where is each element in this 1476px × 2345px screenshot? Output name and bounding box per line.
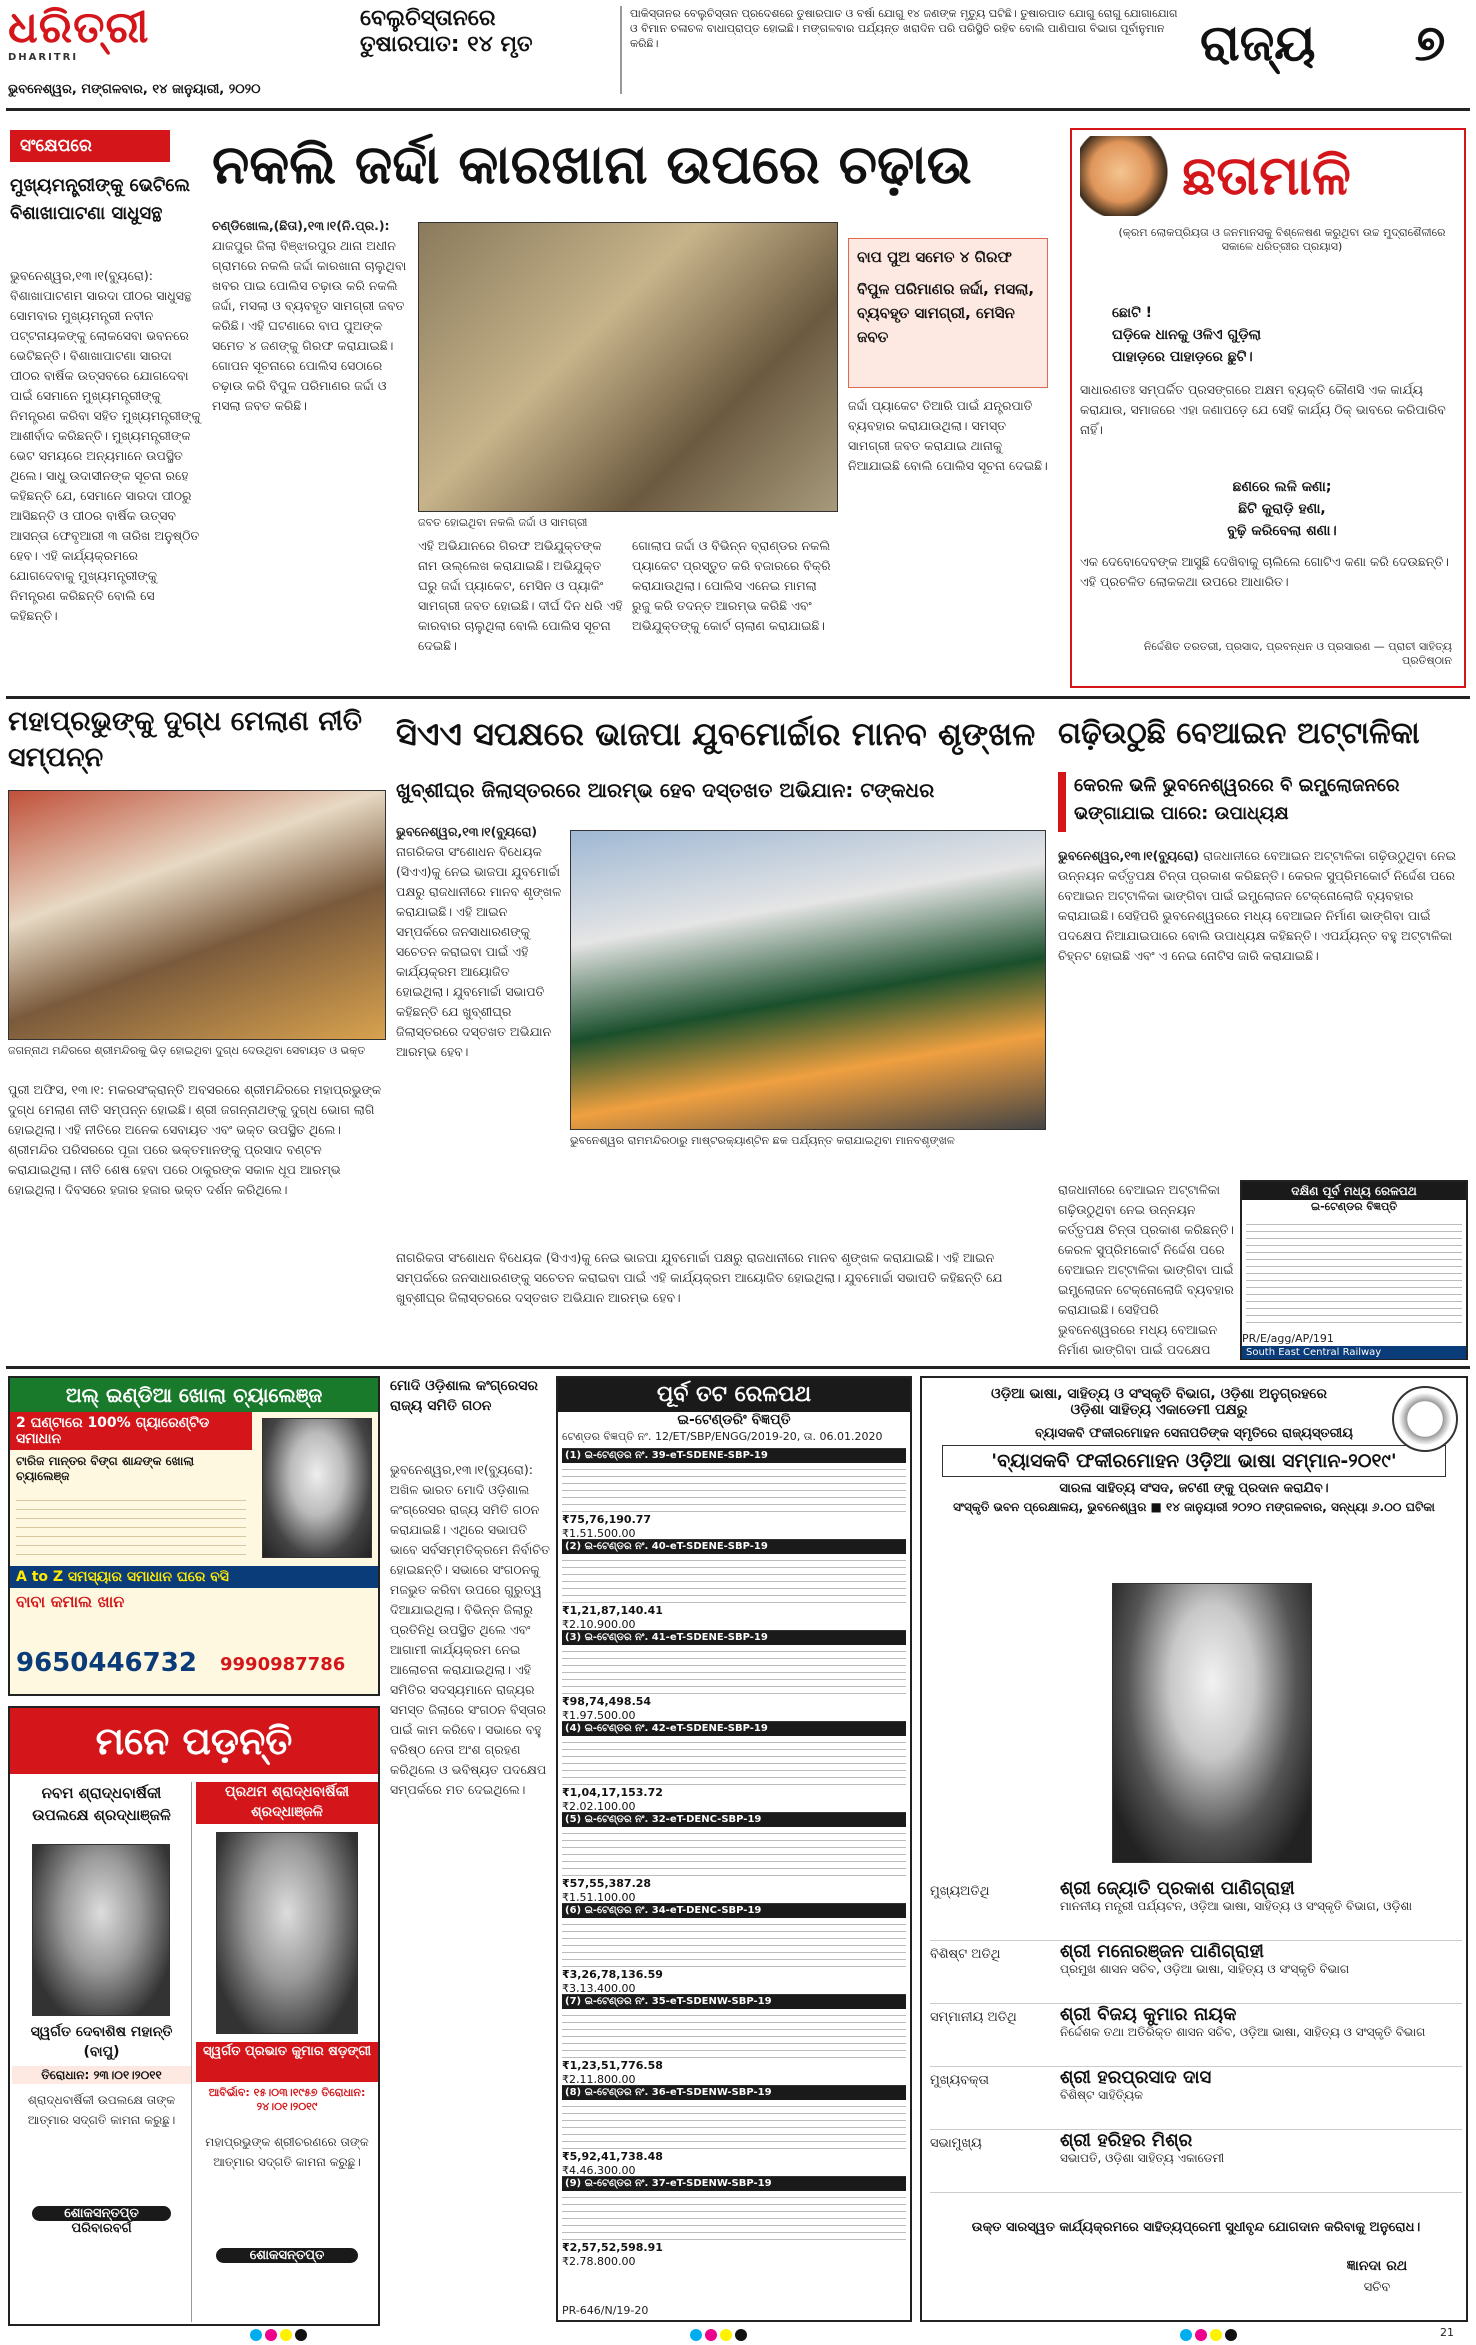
rail-item-emd: ₹2,78,800.00 (562, 2255, 636, 2265)
rail-item-head: (2) ଇ-ଟେଣ୍ଡର ନଂ. 40-eT-SDENE-SBP-19 (562, 1540, 906, 1554)
lead-bullet-2: ବିପୁଳ ପରିମାଣର ଜର୍ଦ୍ଦା, ମସଲା, ବ୍ୟବହୃତ ସାମଗ୍ରୀ, ମେସିନ ଜବତ (857, 280, 1035, 346)
rail-item-text-lines (562, 1736, 906, 1786)
memorial-left-mourner: ପରିବାରବର୍ଗ (71, 2221, 132, 2236)
guest-name: ଶ୍ରୀ ବିଜୟ କୁମାର ନାୟକ (1060, 2004, 1237, 2025)
briefs-body: ଭୁବନେଶ୍ୱର,୧୩।୧(ବ୍ୟୁରୋ): ବିଶାଖାପାଟଣମ ସାରଦା ପୀଠର ସାଧୁସନ୍ଥ ସୋମବାର ମୁଖ୍ୟମନ୍ତ୍ରୀ ନବୀନ ପଟ୍ଟନାୟକଙ୍କୁ ଲୋକସେବା ଭବନରେ ଭେଟିଛନ୍ତି। ବିଶାଖାପାଟଣା ସାରଦା ପୀଠର ବାର୍ଷିକ ଉତ୍ସବରେ ଯୋଗଦେବା ପାଇଁ ସେମାନେ ମୁଖ୍ୟମନ୍ତ୍ରୀଙ୍କୁ ନିମନ୍ତ୍ରଣ କରିବା ସହିତ ମୁଖ୍ୟମନ୍ତ୍ରୀଙ୍କୁ ଆଶୀର୍ବାଦ କରିଛନ୍ତି। ମୁଖ୍ୟମନ୍ତ୍ରୀଙ୍କ ଭେଟ ସମୟରେ ଅନ୍ୟମାନେ ଉପସ୍ଥିତ ଥିଲେ। ସାଧୁ ଉଦାସୀନଙ୍କ ସୂଚନା ରହେ କହିଛନ୍ତି ଯେ, ସେମାନେ ସାରଦା ପୀଠରୁ ଆସିଛନ୍ତି ଓ ପୀଠର ବାର୍ଷିକ ଉତ୍ସବ ଆସନ୍ତା ଫେବୃଆରୀ ୩ ତାରିଖ ଅନୁଷ୍ଠିତ ହେବ। ଏହି କାର୍ଯ୍ୟକ୍ରମରେ ଯୋଗଦେବାକୁ ମୁଖ୍ୟମନ୍ତ୍ରୀଙ୍କୁ ନିମନ୍ତ୍ରଣ କରିଛନ୍ତି ବୋଲି ସେ କହିଛନ୍ତି। (10, 268, 201, 623)
rail-item-cost: ₹3,26,78,136.59 (562, 1968, 663, 1981)
rail-item-emd: ₹3,13,400.00 (562, 1982, 636, 1992)
rail-item-text-lines (562, 2009, 906, 2059)
rail-footer: PR-646/N/19-20 (562, 2304, 649, 2317)
story4-text: ରାଜଧାନୀରେ ବେଆଇନ ଅଟ୍ଟାଳିକା ଗଢ଼ିଉଠୁଥିବା ନେଇ ଉନ୍ନୟନ କର୍ତ୍ତୃପକ୍ଷ ଚିନ୍ତା ପ୍ରକାଶ କରିଛନ୍ତି। କେରଳ ସୁପ୍ରିମକୋର୍ଟ ନିର୍ଦ୍ଦେଶ ପରେ ବେଆଇନ ଅଟ୍ଟାଳିକା ଭାଙ୍ଗିବା ପାଇଁ ଇମ୍ପ୍ଲୋଜନ ଟେକ୍ନୋଲୋଜି ବ୍ୟବହାର କରାଯାଇଛି। ସେହିପରି ଭୁବନେଶ୍ୱରରେ ମଧ୍ୟ ବେଆଇନ ନିର୍ମାଣ ଭାଙ୍ଗିବା ପାଇଁ ପଦକ୍ଷେପ ନିଆଯାଇପାରେ ବୋଲି ଉପାଧ୍ୟକ୍ଷ କହିଛନ୍ତି। ଏପର୍ଯ୍ୟନ୍ତ ବହୁ ଅଟ୍ଟାଳିକା ଚିହ୍ନଟ ହୋଇଛି ଏବଂ ଏ ନେଇ ନୋଟିସ ଜାରି କରାଯାଇଛି। (1058, 848, 1457, 963)
memorial-left (12, 1782, 192, 2322)
section-divider-2 (6, 1366, 1470, 1369)
culture-ad (920, 1376, 1468, 2322)
guest-details (1060, 2130, 1462, 2192)
guest-row (930, 1941, 1462, 2004)
rail-tender-item (562, 1448, 906, 1537)
guest-name: ଶ୍ରୀ ଜ୍ୟୋତି ପ୍ରକାଶ ପାଣିଗ୍ରାହୀ (1060, 1878, 1295, 1899)
story3-dateline: ଭୁବନେଶ୍ୱର,୧୩।୧(ବ୍ୟୁରୋ) (396, 824, 538, 839)
teaser-line-1: ବେଲୁଚିସ୍ତାନରେ (360, 6, 496, 31)
astro-line-2: ଟାରିଜ ମାନ୍ତର ବିଙ୍ଗ ଶାନ୍ଦଙ୍କ ଖୋଲା ଚ୍ୟାଲେଞ୍ଜ (16, 1454, 195, 1483)
memorial-left-date: ତିରୋଧାନ: ୨୩।୦୧।୨୦୧୧ (12, 2066, 191, 2084)
story2-body: ପୁରୀ ଅଫିସ, ୧୩।୧: ମକରସଂକ୍ରାନ୍ତି ଅବସରରେ ଶ୍ରୀମନ୍ଦିରରେ ମହାପ୍ରଭୁଙ୍କ ଦୁଗ୍ଧ ମେଲାଣ ନୀତି ସମ୍ପନ୍ନ ହୋଇଛି। ଶ୍ରୀ ଜଗନ୍ନାଥଙ୍କୁ ଦୁଗ୍ଧ ଭୋଗ ଲାଗି ହୋଇଥିଲା। ଏହି ନୀତିରେ ଅନେକ ସେବାୟତ ଏବଂ ଭକ୍ତ ଉପସ୍ଥିତ ଥିଲେ। ଶ୍ରୀମନ୍ଦିର ପରିସରରେ ପୂଜା ପରେ ଭକ୍ତମାନଙ୍କୁ ପ୍ରସାଦ ବଣ୍ଟନ କରାଯାଇଥିଲା। ନୀତି ଶେଷ ହେବା ପରେ ଠାକୁରଙ୍କ ସକାଳ ଧୂପ ଆରମ୍ଭ ହୋଇଥିଲା। ଦିବସରେ ହଜାର ହଜାର ଭକ୍ତ ଦର୍ଶନ କରିଥିଲେ। (8, 1082, 382, 1197)
culture-intro: ବ୍ୟାସକବି ଫକୀରମୋହନ ସେନାପତିଙ୍କ ସ୍ମୃତିରେ ରାଜ୍ୟସ୍ତରୀୟ (1035, 1426, 1353, 1441)
rail-item-emd: ₹2,11,800.00 (562, 2073, 636, 2083)
rail-item-cost: ₹2,57,52,598.91 (562, 2241, 663, 2254)
lead-col3: ଗୋଲାପ ଜର୍ଦ୍ଦା ଓ ବିଭିନ୍ନ ବ୍ରାଣ୍ଡର ନକଲି ପ୍ୟାକେଟ ପ୍ରସ୍ତୁତ କରି ବଜାରରେ ବିକ୍ରି କରାଯାଉଥିଲା। ପୋଲିସ ଏନେଇ ମାମଲା ରୁଜୁ କରି ତଦନ୍ତ ଆରମ୍ଭ କରିଛି ଏବଂ ଅଭିଯୁକ୍ତଙ୍କୁ କୋର୍ଟ ଚାଲାଣ କରାଯାଇଛି। (632, 538, 831, 633)
guest-row (930, 2067, 1462, 2130)
rail-item-head: (1) ଇ-ଟେଣ୍ଡର ନଂ. 39-eT-SDENE-SBP-19 (562, 1449, 906, 1463)
rail-item-text-lines (562, 2100, 906, 2150)
emblem-icon (1392, 1386, 1458, 1452)
guest-details (1060, 1941, 1462, 2003)
rail-item-head: (5) ଇ-ଟେଣ୍ଡର ନଂ. 32-eT-DENC-SBP-19 (562, 1813, 906, 1827)
rail-small-text-lines (1246, 1218, 1462, 1328)
memorial-left-head: ନବମ ଶ୍ରାଦ୍ଧବାର୍ଷିକୀ ଉପଲକ୍ଷେ ଶ୍ରଦ୍ଧାଞ୍ଜଳି (32, 1784, 171, 1824)
astro-portrait (262, 1418, 372, 1558)
rail-tender-item (562, 1539, 906, 1628)
rail-ref: ଟେଣ୍ଡର ବିଜ୍ଞପ୍ତି ନଂ. 12/ET/SBP/ENGG/2019-20, ତା. 06.01.2020 (562, 1430, 883, 1443)
rail-tender-item (562, 1630, 906, 1719)
rail-title: ପୂର୍ବ ତଟ ରେଳପଥ (558, 1378, 910, 1412)
memorial-left-mourner-label: ଶୋକସନ୍ତପ୍ତ (32, 2206, 171, 2221)
guest-desc: ବିଶିଷ୍ଟ ସାହିତ୍ୟିକ (1060, 2088, 1143, 2102)
lead-highlights (848, 238, 1048, 388)
guest-desc: ସଭାପତି, ଓଡ଼ିଶା ସାହିତ୍ୟ ଏକାଡେମୀ (1060, 2151, 1225, 2165)
rail-small-sub: ଇ-ଟେଣ୍ଡର ବିଜ୍ଞପ୍ତି (1310, 1200, 1398, 1213)
guest-details (1060, 1878, 1462, 1940)
culture-sign-title: ସଚିବ (1363, 2280, 1391, 2295)
print-footer (0, 2326, 1476, 2339)
memorial-right-head: ପ୍ରଥମ ଶ୍ରାଦ୍ଧବାର୍ଷିକୀ ଶ୍ରଦ୍ଧାଞ୍ଜଳି (196, 1782, 378, 1824)
rail-item-cost: ₹75,76,190.77 (562, 1513, 652, 1526)
rail-tender-item (562, 2176, 906, 2265)
story3-headline: ସିଏଏ ସପକ୍ଷରେ ଭାଜପା ଯୁବମୋର୍ଚ୍ଚାର ମାନବ ଶୃଙ୍ଖଳ (396, 715, 1036, 753)
briefs-headline: ମୁଖ୍ୟମନ୍ତ୍ରୀଙ୍କୁ ଭେଟିଲେ ବିଶାଖାପାଟଣା ସାଧୁସନ୍ଥ (10, 175, 191, 224)
section-name: ରାଜ୍ୟ (1200, 14, 1316, 72)
color-registration-marks-3 (1180, 2326, 1240, 2345)
print-page-number: 21 (1440, 2326, 1454, 2339)
lead-col1-text: ଯାଜପୁର ଜିଲା ବିଞ୍ଝାରପୁର ଥାନା ଅଧୀନ ଗ୍ରାମରେ ନକଲି ଜର୍ଦ୍ଦା କାରଖାନା ଚାଲୁଥିବା ଖବର ପାଇ ପୋଲିସ ଚଢ଼ାଉ କରି ନକଲି ଜର୍ଦ୍ଦା, ମସଲା ଓ ବ୍ୟବହୃତ ସାମଗ୍ରୀ ଜବତ କରିଛି। ଏହି ଘଟଣାରେ ବାପ ପୁଅଙ୍କ ସମେତ ୪ ଜଣଙ୍କୁ ଗିରଫ କରାଯାଇଛି। ଗୋପନ ସୂଚନାରେ ପୋଲିସ ସେଠାରେ ଚଢ଼ାଉ କରି ବିପୁଳ ପରିମାଣର ଜର୍ଦ୍ଦା ଓ ମସଲା ଜବତ କରିଛି। (212, 238, 407, 413)
guest-row (930, 2004, 1462, 2067)
astro-line-1: 2 ଘଣ୍ଟାରେ 100% ଗ୍ୟାରେଣ୍ଟିଡ ସମାଧାନ (10, 1412, 252, 1450)
verse-line-4: ଛଣରେ ଲଳି କଣା; (1232, 479, 1332, 495)
chhatamali-credit: ନିର୍ଦ୍ଦେଶିତ ତରତରୀ, ପ୍ରସାଦ, ପ୍ରବନ୍ଧନ ଓ ପ୍ରସାରଣ — ପ୍ରାଚୀ ସାହିତ୍ୟ ପ୍ରତିଷ୍ଠାନ (1143, 640, 1452, 667)
rail-item-head: (9) ଇ-ଟେଣ୍ଡର ନଂ. 37-eT-SDENW-SBP-19 (562, 2177, 906, 2191)
story3-col1 (396, 822, 562, 1242)
memorial-right-name: ସ୍ୱର୍ଗତ ପ୍ରଭାତ କୁମାର ଷଡ଼ଙ୍ଗୀ (196, 2042, 378, 2082)
chhatamali-verse (1112, 302, 1452, 374)
guest-role: ସଭାମୁଖ୍ୟ (930, 2136, 982, 2151)
color-registration-marks (250, 2326, 310, 2345)
guest-row (930, 1878, 1462, 1941)
lead-dateline: ଚଣ୍ଡିଖୋଲ,(ଛିତା),୧୩।୧(ନି.ପ୍ର.): (212, 218, 390, 233)
rail-item-head: (4) ଇ-ଟେଣ୍ଡର ନଂ. 42-eT-SDENE-SBP-19 (562, 1722, 906, 1736)
rail-item-text-lines (562, 2191, 906, 2241)
story3-photo (570, 830, 1046, 1130)
story2-headline: ମହାପ୍ରଭୁଙ୍କୁ ଦୁଗ୍ଧ ମେଲାଣ ନୀତି ସମ୍ପନ୍ନ (8, 706, 362, 773)
memorial-title: ମନେ ପଡ଼ନ୍ତି (10, 1708, 378, 1774)
story2-caption: ଜଗନ୍ନାଥ ମନ୍ଦିରରେ ଶ୍ରୀମନ୍ଦିରକୁ ଭିଡ଼ ହୋଇଥିବା ଦୁଗ୍ଧ ଦେଉଥିବା ସେବାୟତ ଓ ଭକ୍ତ (8, 1044, 366, 1057)
dateline: ଭୁବନେଶ୍ୱର, ମଙ୍ଗଳବାର, ୧୪ ଜାନୁୟାରୀ, ୨୦୨୦ (8, 82, 261, 97)
culture-org: ଓଡ଼ିଆ ଭାଷା, ସାହିତ୍ୟ ଓ ସଂସ୍କୃତି ବିଭାଗ, ଓଡ଼ିଶା ଅନୁଗ୍ରହରେ (991, 1386, 1327, 1402)
rail-item-emd: ₹1,97,500.00 (562, 1709, 636, 1719)
chhatamali-body: ସାଧାରଣତଃ ସମ୍ପର୍କିତ ପ୍ରସଙ୍ଗରେ ଅକ୍ଷମ ବ୍ୟକ୍ତି କୌଣସି ଏକ କାର୍ଯ୍ୟ କରାଯାଉ, ସମାଜରେ ଏହା ଜଣାପଡ଼େ ଯେ ସେହି କାର୍ଯ୍ୟ ଠିକ୍ ଭାବରେ କରିପାରିବ ନାହିଁ। (1080, 382, 1446, 437)
masthead-divider (6, 108, 1470, 111)
culture-venue: ସଂସ୍କୃତି ଭବନ ପ୍ରେକ୍ଷାଳୟ, ଭୁବନେଶ୍ୱର ■ ୧୪ ଜାନୁୟାରୀ ୨୦୨୦ ମଙ୍ଗଳବାର, ସନ୍ଧ୍ୟା ୬.୦୦ ଘଟିକା (953, 1500, 1435, 1514)
rail-item-emd: ₹2,10,900.00 (562, 1618, 636, 1628)
story3-continued: ନାଗରିକତା ସଂଶୋଧନ ବିଧେୟକ (ସିଏଏ)କୁ ନେଇ ଭାଜପା ଯୁବମୋର୍ଚ୍ଚା ପକ୍ଷରୁ ରାଜଧାନୀରେ ମାନବ ଶୃଙ୍ଖଳ କରାଯାଇଛି। ଏହି ଆଇନ ସମ୍ପର୍କରେ ଜନସାଧାରଣଙ୍କୁ ସଚେତନ କରାଇବା ପାଇଁ ଏହି କାର୍ଯ୍ୟକ୍ରମ ଆୟୋଜିତ ହୋଇଥିଲା। ଯୁବମୋର୍ଚ୍ଚା ସଭାପତି କହିଛନ୍ତି ଯେ ଖୁବ୍‌ଶୀଘ୍ର ଜିଲାସ୍ତରରେ ଦସ୍ତଖତ ଅଭିଯାନ ଆରମ୍ଭ ହେବ। (396, 1250, 1003, 1305)
culture-closing: ଉକ୍ତ ସାରସ୍ୱତ କାର୍ଯ୍ୟକ୍ରମରେ ସାହିତ୍ୟପ୍ରେମୀ ସୁଧୀବୃନ୍ଦ ଯୋଗଦାନ କରିବାକୁ ଅନୁରୋଧ। (971, 2220, 1421, 2235)
teaser-line-2: ତୁଷାରପାତ: ୧୪ ମୃତ (360, 32, 533, 57)
verse-line-5: ଛିଟି କୁରାଡ଼ି ହଣା, (1238, 501, 1326, 517)
fakirmohan-portrait (1112, 1583, 1312, 1863)
rail-item-cost: ₹1,21,87,140.41 (562, 1604, 663, 1617)
story4-dateline: ଭୁବନେଶ୍ୱର,୧୩।୧(ବ୍ୟୁରୋ) (1058, 848, 1200, 863)
culture-sign-name: ଜ୍ଞାନଦା ରଥ (1346, 2258, 1408, 2274)
story4-body (1058, 846, 1468, 1176)
memorial-left-photo (32, 1844, 170, 2016)
rail-tender-item (562, 1994, 906, 2083)
story4-subhead: କେରଳ ଭଳି ଭୁବନେଶ୍ୱରରେ ବି ଇମ୍ପ୍ଲୋଜନରେ ଭଙ୍ଗାଯାଇ ପାରେ: ଉପାଧ୍ୟକ୍ଷ (1058, 772, 1468, 832)
story5-body: ଭୁବନେଶ୍ୱର,୧୩।୧(ବ୍ୟୁରୋ): ଅଖିଳ ଭାରତ ମୋଦି ଓଡ଼ିଶାଲ କଂଗ୍ରେସର ରାଜ୍ୟ ସମିତି ଗଠନ କରାଯାଇଛି। ଏଥିରେ ସଭାପତି ଭାବେ ସର୍ବସମ୍ମତିକ୍ରମେ ନିର୍ବାଚିତ ହୋଇଛନ୍ତି। ସଭାରେ ସଂଗଠନକୁ ମଜଭୁତ କରିବା ଉପରେ ଗୁରୁତ୍ୱ ଦିଆଯାଇଥିଲା। ବିଭିନ୍ନ ଜିଲାରୁ ପ୍ରତିନିଧି ଉପସ୍ଥିତ ଥିଲେ ଏବଂ ଆଗାମୀ କାର୍ଯ୍ୟକ୍ରମ ନେଇ ଆଲୋଚନା କରାଯାଇଥିଲା। ଏହି ସମିତିର ସଦସ୍ୟମାନେ ରାଜ୍ୟର ସମସ୍ତ ଜିଲାରେ ସଂଗଠନ ବିସ୍ତାର ପାଇଁ କାମ କରିବେ। ସଭାରେ ବହୁ ବରିଷ୍ଠ ନେତା ଅଂଶ ଗ୍ରହଣ କରିଥିଲେ ଓ ଭବିଷ୍ୟତ ପଦକ୍ଷେପ ସମ୍ପର୍କରେ ମତ ଦେଇଥିଲେ। (390, 1462, 550, 1797)
guest-desc: ମାନନୀୟ ମନ୍ତ୍ରୀ ପର୍ଯ୍ୟଟନ, ଓଡ଼ିଆ ଭାଷା, ସାହିତ୍ୟ ଓ ସଂସ୍କୃତି ବିଭାଗ, ଓଡ଼ିଶା (1060, 1899, 1413, 1913)
top-strip-text: ପାକିସ୍ତାନର ବେଲୁଚିସ୍ତାନ ପ୍ରଦେଶରେ ତୁଷାରପାତ ଓ ବର୍ଷା ଯୋଗୁ ୧୪ ଜଣଙ୍କ ମୃତ୍ୟୁ ଘଟିଛି। ତୁଷାରପାତ ଯୋଗୁ ରୋଗୁ ଯୋଗାଯୋଗ ଓ ବିମାନ ଚଳାଚଳ ବାଧାପ୍ରାପ୍ତ ହୋଇଛି। ମଙ୍ଗଳବାର ପର୍ଯ୍ୟନ୍ତ ଖରାଦିନ ପରି ପରିସ୍ଥିତି ରହିବ ବୋଲି ପାଣିପାଗ ବିଭାଗ ପୂର୍ବାନୁମାନ କରିଛି। (620, 6, 1180, 94)
guest-name: ଶ୍ରୀ ହରିହର ମିଶ୍ର (1060, 2130, 1193, 2151)
story4-continued: ରାଜଧାନୀରେ ବେଆଇନ ଅଟ୍ଟାଳିକା ଗଢ଼ିଉଠୁଥିବା ନେଇ ଉନ୍ନୟନ କର୍ତ୍ତୃପକ୍ଷ ଚିନ୍ତା ପ୍ରକାଶ କରିଛନ୍ତି। କେରଳ ସୁପ୍ରିମକୋର୍ଟ ନିର୍ଦ୍ଦେଶ ପରେ ବେଆଇନ ଅଟ୍ଟାଳିକା ଭାଙ୍ଗିବା ପାଇଁ ଇମ୍ପ୍ଲୋଜନ ଟେକ୍ନୋଲୋଜି ବ୍ୟବହାର କରାଯାଇଛି। ସେହିପରି ଭୁବନେଶ୍ୱରରେ ମଧ୍ୟ ବେଆଇନ ନିର୍ମାଣ ଭାଙ୍ଗିବା ପାଇଁ ପଦକ୍ଷେପ (1058, 1182, 1234, 1357)
rail-tender-item (562, 1721, 906, 1810)
memorial-right-mourner-label: ଶୋକସନ୍ତପ୍ତ (216, 2248, 358, 2263)
rail-item-emd: ₹4,46,300.00 (562, 2164, 636, 2174)
chhatamali-verse-2 (1112, 476, 1452, 546)
guest-desc: ପ୍ରମୁଖ ଶାସନ ସଚିବ, ଓଡ଼ିଆ ଭାଷା, ସାହିତ୍ୟ ଓ ସଂସ୍କୃତି ବିଭାଗ (1060, 1962, 1350, 1976)
top-teaser (360, 6, 610, 76)
chhatamali-body-2: ଏକ ଦେବୋଦେବଙ୍କ ଆସୁଛି ଦେଖିବାକୁ ଚାଲିଲେ ଗୋଟିଏ କଣା କରି ଦେଉଛନ୍ତି। ଏହି ପ୍ରଚଳିତ ଲୋକକଥା ଉପରେ ଆଧାରିତ। (1080, 554, 1450, 589)
verse-line-2: ଘଡ଼ିକେ ଧାନକୁ ଓଳିଏ ଗୁଡ଼ିଲା (1112, 327, 1262, 343)
color-registration-marks-2 (690, 2326, 750, 2345)
story3-subhead: ଖୁବ୍‌ଶୀଘ୍ର ଜିଲାସ୍ତରରେ ଆରମ୍ଭ ହେବ ଦସ୍ତଖତ ଅଭିଯାନ: ଟଙ୍କଧର (396, 778, 935, 802)
verse-line-3: ପାହାଡ଼ରେ ପାହାଡ଼ରେ ଛୁଟି। (1112, 349, 1253, 365)
rail-tender (556, 1376, 912, 2322)
rail-item-text-lines (562, 1827, 906, 1877)
memorial-right-dates: ଆବିର୍ଭାବ: ୧୫।୦୩।୧୯୫୭ ତିରୋଧାନ: ୨୪।୦୧।୨୦୧୯ (208, 2086, 366, 2113)
astro-line-3: A to Z ସମସ୍ୟାର ସମାଧାନ ଘରେ ବସି (10, 1566, 378, 1588)
rail-small-title: ଦକ୍ଷିଣ ପୂର୍ବ ମଧ୍ୟ ରେଳପଥ (1242, 1182, 1466, 1200)
rail-item-text-lines (562, 1463, 906, 1513)
guest-role: ମୁଖ୍ୟବକ୍ତା (930, 2073, 989, 2088)
guest-role: ସମ୍ମାନୀୟ ଅତିଥି (930, 2010, 1017, 2025)
verse-line-1: ଛୋଟି ! (1112, 305, 1153, 321)
rail-item-emd: ₹1,51,100.00 (562, 1891, 636, 1901)
guest-name: ଶ୍ରୀ ମନୋରଞ୍ଜନ ପାଣିଗ୍ରାହୀ (1060, 1941, 1264, 1962)
rail-tender-item (562, 1903, 906, 1992)
story4-headline: ଗଢ଼ିଉଠୁଛି ବେଆଇନ ଅଟ୍ଟାଳିକା (1058, 716, 1420, 751)
rail-small-footer: South East Central Railway (1242, 1346, 1466, 1359)
rail-item-text-lines (562, 1645, 906, 1695)
rail-item-cost: ₹5,92,41,738.48 (562, 2150, 663, 2163)
story3-body: ନାଗରିକତା ସଂଶୋଧନ ବିଧେୟକ (ସିଏଏ)କୁ ନେଇ ଭାଜପା ଯୁବମୋର୍ଚ୍ଚା ପକ୍ଷରୁ ରାଜଧାନୀରେ ମାନବ ଶୃଙ୍ଖଳ କରାଯାଇଛି। ଏହି ଆଇନ ସମ୍ପର୍କରେ ଜନସାଧାରଣଙ୍କୁ ସଚେତନ କରାଇବା ପାଇଁ ଏହି କାର୍ଯ୍ୟକ୍ରମ ଆୟୋଜିତ ହୋଇଥିଲା। ଯୁବମୋର୍ଚ୍ଚା ସଭାପତି କହିଛନ୍ତି ଯେ ଖୁବ୍‌ଶୀଘ୍ର ଜିଲାସ୍ତରରେ ଦସ୍ତଖତ ଅଭିଯାନ ଆରମ୍ଭ ହେବ। (396, 844, 562, 1059)
lead-headline: ନକଲି ଜର୍ଦ୍ଦା କାରଖାନା ଉପରେ ଚଢ଼ାଉ (212, 133, 972, 196)
guest-details (1060, 2067, 1462, 2129)
cartoon-icon (1080, 136, 1170, 216)
lead-col1 (212, 216, 412, 686)
logo-text: ଧରିତ୍ରୀ (8, 2, 150, 53)
rail-item-emd: ₹1,51,500.00 (562, 1527, 636, 1537)
lead-caption: ଜବତ ହୋଇଥିବା ନକଲି ଜର୍ଦ୍ଦା ଓ ସାମଗ୍ରୀ (418, 516, 588, 529)
lead-photo (418, 222, 838, 512)
masthead-logo (8, 4, 168, 64)
memorial-right (196, 1782, 378, 2322)
rail-item-head: (3) ଇ-ଟେଣ୍ଡର ନଂ. 41-eT-SDENE-SBP-19 (562, 1631, 906, 1645)
rail-item-head: (7) ଇ-ଟେଣ୍ଡର ନଂ. 35-eT-SDENW-SBP-19 (562, 1995, 906, 2009)
rail-sub: ଇ-ଟେଣ୍ଡରିଂ ବିଜ୍ଞପ୍ତି (677, 1412, 791, 1428)
story2-photo (8, 790, 386, 1040)
memorial-left-text: ଶ୍ରାଦ୍ଧବାର୍ଷିକୀ ଉପଲକ୍ଷେ ତାଙ୍କ ଆତ୍ମାର ସଦ୍‌ଗତି କାମନା କରୁଛୁ। (27, 2093, 176, 2127)
guest-row (930, 2130, 1462, 2193)
guest-role: ମୁଖ୍ୟଅତିଥି (930, 1884, 990, 1899)
chhatamali-box (1070, 128, 1466, 688)
rail-items (558, 1448, 910, 2265)
page-number: ୭ (1414, 14, 1446, 72)
astro-phone-2: 9990987786 (220, 1654, 346, 1675)
memorial-left-name: ସ୍ୱର୍ଗତ ଦେବାଶିଷ ମହାନ୍ତି (ବାପୁ) (30, 2024, 173, 2060)
story5-headline: ମୋଦି ଓଡ଼ିଶାଲ କଂଗ୍ରେସର ରାଜ୍ୟ ସମିତି ଗଠନ (390, 1378, 538, 1414)
culture-title: 'ବ୍ୟାସକବି ଫକୀରମୋହନ ଓଡ଼ିଆ ଭାଷା ସମ୍ମାନ-୨୦୧୯' (942, 1445, 1446, 1477)
guest-desc: ନିର୍ଦ୍ଦେଶକ ତଥା ଅତିରିକ୍ତ ଶାସନ ସଚିବ, ଓଡ଼ିଆ ଭାଷା, ସାହିତ୍ୟ ଓ ସଂସ୍କୃତି ବିଭାଗ (1060, 2025, 1426, 2039)
briefs-tag: ସଂକ୍ଷେପରେ (10, 130, 170, 162)
astro-title: ଅଲ୍ ଇଣ୍ଡିଆ ଖୋଲା ଚ୍ୟାଲେଞ୍ଜ (10, 1378, 378, 1412)
memorial-right-text: ମହାପ୍ରଭୁଙ୍କ ଶ୍ରୀଚରଣରେ ତାଙ୍କ ଆତ୍ମାର ସଦ୍‌ଗତି କାମନା କରୁଛୁ। (205, 2135, 369, 2169)
astro-text-lines (16, 1492, 246, 1562)
rail-item-text-lines (562, 1554, 906, 1604)
verse-line-6: ବୁଢ଼ି କରିବେଲା ଶଣା। (1227, 523, 1337, 539)
culture-guests (930, 1878, 1462, 2198)
rail-notice-small (1240, 1180, 1468, 1360)
guest-role: ବିଶିଷ୍ଟ ଅତିଥି (930, 1947, 1001, 1962)
rail-item-emd: ₹2,02,100.00 (562, 1800, 636, 1810)
guest-name: ଶ୍ରୀ ହରପ୍ରସାଦ ଦାସ (1060, 2067, 1212, 2088)
astro-phone-1: 9650446732 (16, 1648, 197, 1678)
rail-tender-item (562, 1812, 906, 1901)
lead-bullet-1: ବାପ ପୁଅ ସମେତ ୪ ଗିରଫ (857, 248, 1012, 266)
rail-tender-item (562, 2085, 906, 2174)
rail-item-cost: ₹57,55,387.28 (562, 1877, 652, 1890)
rail-item-head: (6) ଇ-ଟେଣ୍ଡର ନଂ. 34-eT-DENC-SBP-19 (562, 1904, 906, 1918)
rail-small-ref: PR/E/agg/AP/191 (1242, 1332, 1334, 1345)
rail-item-cost: ₹98,74,498.54 (562, 1695, 652, 1708)
lead-col2: ଏହି ଅଭିଯାନରେ ଗିରଫ ଅଭିଯୁକ୍ତଙ୍କ ନାମ ଉଲ୍ଲେଖ କରାଯାଇଛି। ଅଭିଯୁକ୍ତ ଘରୁ ଜର୍ଦ୍ଦା ପ୍ୟାକେଟ, ମେସିନ ଓ ପ୍ୟାକିଂ ସାମଗ୍ରୀ ଜବତ ହୋଇଛି। ଦୀର୍ଘ ଦିନ ଧରି ଏହି କାରବାର ଚାଲୁଥିଲା ବୋଲି ପୋଲିସ ସୂଚନା ଦେଇଛି। (418, 538, 623, 653)
rail-item-cost: ₹1,23,51,776.58 (562, 2059, 663, 2072)
story3-caption: ଭୁବନେଶ୍ୱର ରାମମନ୍ଦିରଠାରୁ ମାଷ୍ଟରକ୍ୟାଣ୍ଟିନ ଛକ ପର୍ଯ୍ୟନ୍ତ କରାଯାଇଥିବା ମାନବଶୃଙ୍ଖଳ (570, 1134, 955, 1147)
rail-item-head: (8) ଇ-ଟେଣ୍ଡର ନଂ. 36-eT-SDENW-SBP-19 (562, 2086, 906, 2100)
chhatamali-title: ଛତାମାଳି (1182, 144, 1351, 207)
astro-ad (8, 1376, 380, 1696)
rail-item-cost: ₹1,04,17,153.72 (562, 1786, 663, 1799)
lead-side-body: ଜର୍ଦ୍ଦା ପ୍ୟାକେଟ ତିଆରି ପାଇଁ ଯନ୍ତ୍ରପାତି ବ୍ୟବହାର କରାଯାଉଥିଲା। ସମସ୍ତ ସାମଗ୍ରୀ ଜବତ କରାଯାଇ ଥାନାକୁ ନିଆଯାଇଛି ବୋଲି ପୋଲିସ ସୂଚନା ଦେଇଛି। (848, 398, 1048, 473)
section-divider-1 (6, 696, 1470, 699)
culture-org-2: ଓଡ଼ିଶା ସାହିତ୍ୟ ଏକାଡେମୀ ପକ୍ଷରୁ (1070, 1402, 1248, 1418)
memorial-right-photo (216, 1832, 358, 2034)
logo-subtitle: DHARITRI (8, 52, 79, 63)
guest-details (1060, 2004, 1462, 2066)
astro-name: ବାବା କମାଲ ଖାନ (16, 1592, 125, 1611)
culture-recipient: ସାରଳା ସାହିତ୍ୟ ସଂସଦ, ଜଟଣୀ ଙ୍କୁ ପ୍ରଦାନ କରାଯିବ। (1059, 1481, 1329, 1496)
memorial-box (8, 1706, 380, 2326)
rail-item-text-lines (562, 1918, 906, 1968)
chhatamali-intro: (କ୍ରମ ଲୋକପ୍ରିୟତା ଓ ଜନମାନସକୁ ବିଶ୍ଳେଷଣ କରୁଥିବା ଉଚ୍ଚ ମୁଦ୍ରାଶୈଳୀରେ ସକାଳେ ଧରିତ୍ରୀର ପ୍ରୟାସ) (1118, 226, 1446, 253)
